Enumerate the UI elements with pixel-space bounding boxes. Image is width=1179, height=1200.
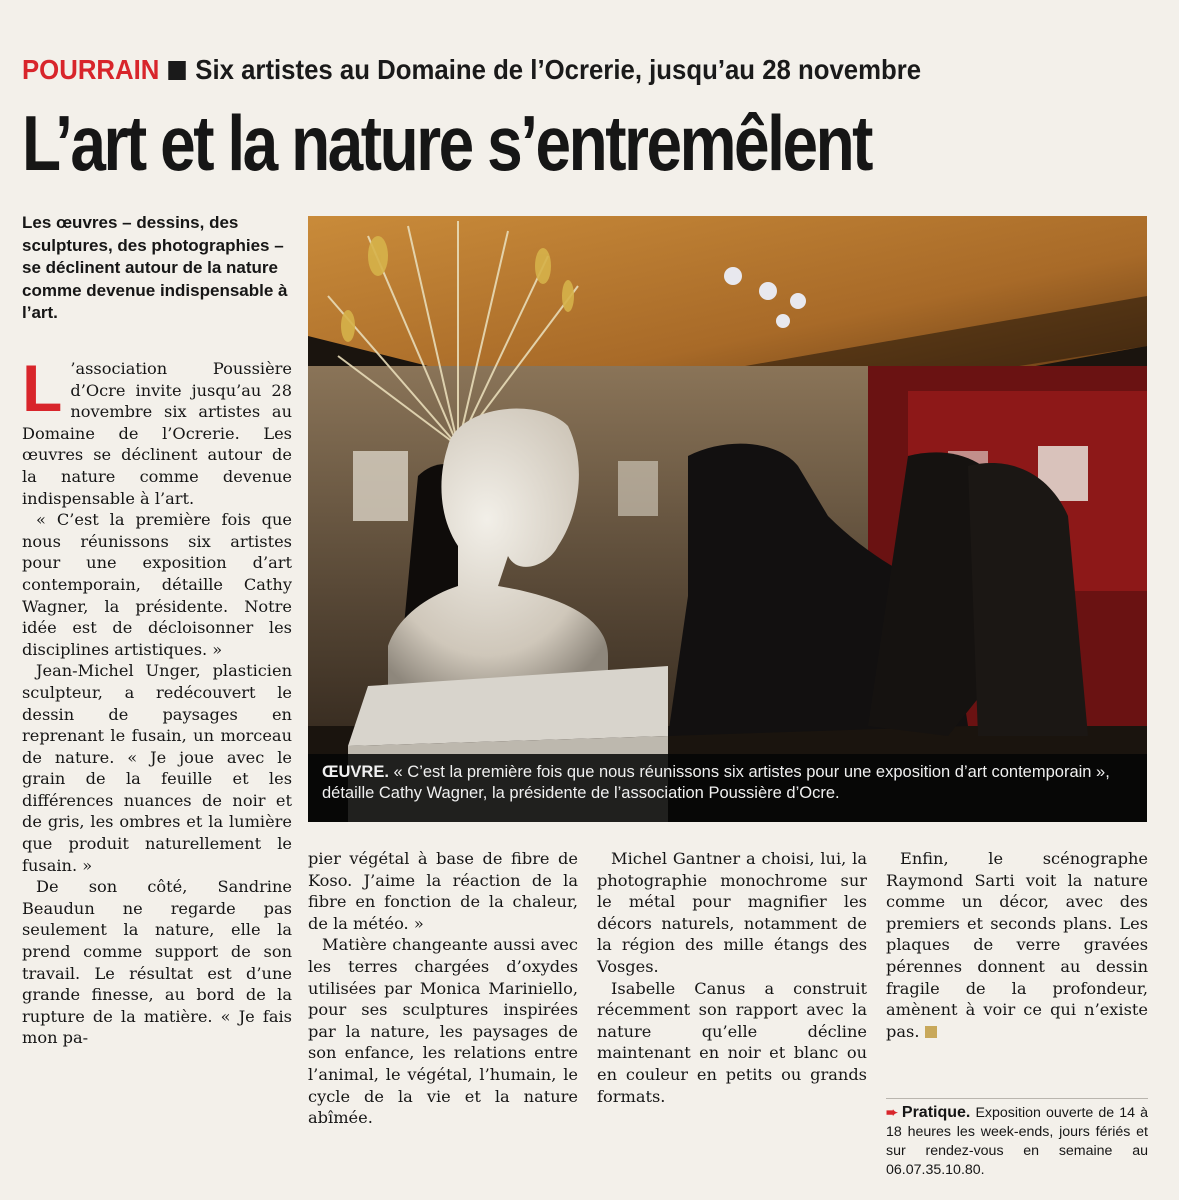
dropcap: L (22, 351, 63, 425)
caption-text: « C’est la première fois que nous réunissons six artistes pour une exposition d’art contemporain », détaille Cathy Wagner, la présidente de l’association Poussière d’Ocre. (322, 763, 1110, 802)
kicker (22, 50, 921, 90)
article-column-4 (886, 848, 1148, 1042)
arrow-right-icon: ➨ (886, 1105, 898, 1121)
end-mark-icon (925, 1026, 937, 1038)
paragraph: Isabelle Canus a construit récemment son rapport avec la nature qu’elle décline maintenant en noir et blanc ou en couleur en petits ou grands formats. (597, 978, 867, 1106)
paragraph: Matière changeante aussi avec les terres chargées d’oxydes utilisées par Monica Mariniello, pour ses sculptures inspirées par la nature, les paysages de son enfance, les relations entre l’animal, le végétal, l’humain, le cycle de la vie et la nature abîmée. (308, 935, 578, 1128)
pratique-text: Exposition ouverte de 14 à 18 heures les week-ends, jours fériés et sur rendez-vous en semaine au 06.07.35.10.80. (886, 1105, 1148, 1178)
paragraph-text: Enfin, le scénographe Raymond Sarti voit la nature comme un décor, avec des premiers et seconds plans. Les plaques de verre gravées pérennes donnent au dessin fragile de la profondeur, amènent à voir ce qui n’existe pas. (886, 849, 1148, 1041)
kicker-town: POURRAIN (22, 54, 160, 85)
paragraph: Michel Gantner a choisi, lui, la photographie monochrome sur le métal pour magnifier les décors naturels, notamment de la région des mille étangs des Vosges. (597, 849, 867, 976)
pratique-label: Pratique. (901, 1104, 971, 1121)
kicker-square-icon (169, 61, 186, 80)
article-column-2 (308, 848, 578, 1129)
photo-caption (322, 762, 1138, 804)
article-column-1 (22, 351, 292, 1049)
kicker-subtitle: Six artistes au Domaine de l’Ocrerie, jusqu’au 28 novembre (195, 54, 922, 85)
paragraph: De son côté, Sandrine Beaudun ne regarde pas seulement la nature, elle la prend comme support de son travail. Le résultat est d’une grande finesse, au bord de la rupture de la matière. « Je fais mon pa- (22, 877, 292, 1048)
paragraph: Jean-Michel Unger, plasticien sculpteur, a redécouvert le dessin de paysages en reprenant le fusain, un morceau de nature. « Je joue avec le grain de la feuille et les différences nuances de noir et de gris, les ombres et la lumière que produit naturellement le fusain. » (22, 661, 292, 875)
paragraph: pier végétal à base de fibre de Koso. J’aime la réaction de la fibre en fonction de la chaleur, de la météo. » (308, 849, 578, 933)
paragraph (22, 351, 292, 509)
paragraph-text: ’association Poussière d’Ocre invite jusqu’au 28 novembre six artistes au Domaine de l’Ocrerie. Les œuvres se déclinent autour de la nature comme devenue indispensable à l’art. (22, 359, 292, 508)
article-column-3 (597, 848, 867, 1107)
article-photo (308, 216, 1147, 822)
paragraph (886, 848, 1148, 1042)
pratique-info (886, 1098, 1148, 1180)
gallery-photo-illustration (308, 216, 1147, 822)
headline: L’art et la nature s’entremêlent (22, 99, 872, 187)
paragraph: « C’est la première fois que nous réunissons six artistes pour une exposition d’art contemporain, détaille Cathy Wagner, la présidente. Notre idée est de décloisonner les disciplines artistiques. » (22, 510, 292, 659)
chapo: Les œuvres – dessins, des sculptures, des photographies – se déclinent autour de la nature comme devenue indispensable à l’art. (22, 213, 288, 322)
caption-lead: ŒUVRE. (322, 763, 389, 781)
